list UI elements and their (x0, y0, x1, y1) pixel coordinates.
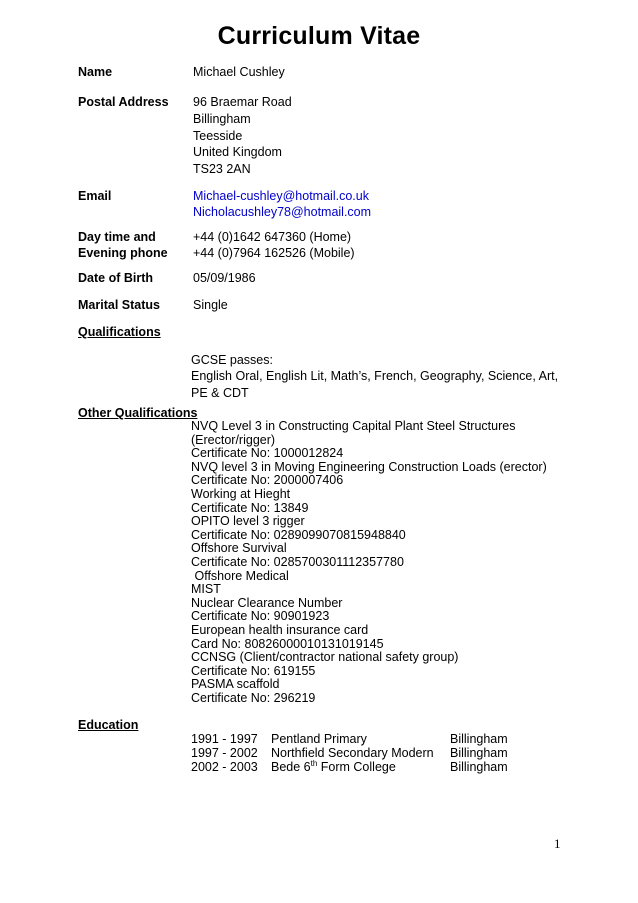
marital-value: Single (193, 298, 228, 312)
phone-block (193, 229, 355, 261)
school-name-suffix: Form College (317, 760, 396, 774)
education-heading: Education (78, 718, 139, 732)
qualification-line: Working at Hieght (191, 486, 291, 501)
education-school: Northfield Secondary Modern (271, 746, 434, 760)
ordinal-suffix: th (310, 758, 318, 768)
email-block (193, 188, 371, 220)
address-line: Teesside (193, 128, 243, 143)
phone-label-line: Evening phone (78, 246, 168, 260)
qualification-line: Offshore Survival (191, 541, 287, 556)
qualification-line: Offshore Medical (191, 568, 289, 583)
qualification-line: European health insurance card (191, 622, 369, 637)
name-text: Michael Cushley (193, 65, 285, 79)
education-years: 1997 - 2002 (191, 746, 258, 760)
education-years: 1991 - 1997 (191, 732, 258, 746)
phone-label-line: Day time and (78, 230, 156, 244)
dob-value: 05/09/1986 (193, 271, 256, 285)
education-years: 2002 - 2003 (191, 760, 258, 774)
qualification-line: CCNSG (Client/contractor national safety group) (191, 650, 459, 665)
qualification-line: PASMA scaffold (191, 677, 280, 692)
page-title: Curriculum Vitae (217, 22, 421, 50)
address-line: TS23 2AN (193, 162, 251, 177)
qualification-line: Certificate No: 13849 (191, 500, 309, 515)
postal-address-label: Postal Address (78, 95, 169, 109)
qualifications-heading: Qualifications (78, 325, 161, 339)
education-school: Pentland Primary (271, 732, 367, 746)
gcse-subjects: English Oral, English Lit, Math’s, French, Geography, Science, Art, PE & CDT (191, 369, 559, 400)
education-location: Billingham (450, 760, 508, 774)
other-qualifications-heading: Other Qualifications (78, 406, 198, 420)
dob-label: Date of Birth (78, 271, 153, 285)
marital-label: Marital Status (78, 298, 160, 312)
qualification-line: OPITO level 3 rigger (191, 514, 305, 529)
education-location: Billingham (450, 732, 508, 746)
school-name-prefix: Bede 6 (271, 760, 311, 774)
email-link[interactable]: Nicholacushley78@hotmail.com (193, 205, 372, 219)
qualification-line: Certificate No: 90901923 (191, 609, 330, 624)
education-school (271, 760, 396, 775)
postal-address-block (193, 94, 292, 178)
other-qualifications-list (191, 420, 547, 705)
qualification-line: Certificate No: 296219 (191, 690, 316, 705)
email-label: Email (78, 189, 112, 203)
address-line: Billingham (193, 111, 251, 126)
qualification-line: Certificate No: 1000012824 (191, 446, 344, 461)
qualification-line: Certificate No: 2000007406 (191, 473, 344, 488)
qualification-line: Certificate No: 0289099070815948840 (191, 527, 406, 542)
address-line: United Kingdom (193, 145, 282, 160)
phone-number: +44 (0)7964 162526 (Mobile) (193, 246, 355, 260)
qualification-line: MIST (191, 582, 221, 597)
qualification-line: Certificate No: 619155 (191, 663, 316, 678)
name-label: Name (78, 65, 113, 79)
gcse-title: GCSE passes: (191, 353, 273, 367)
education-location: Billingham (450, 746, 508, 760)
address-line: 96 Braemar Road (193, 95, 292, 109)
phone-label (78, 229, 168, 261)
qualification-line: Card No: 80826000010131019145 (191, 636, 384, 651)
phone-number: +44 (0)1642 647360 (Home) (193, 230, 352, 244)
gcse-block (191, 352, 571, 401)
qualification-line: Certificate No: 0285700301112357780 (191, 554, 404, 569)
qualification-line: NVQ Level 3 in Constructing Capital Plant Steel Structures (191, 419, 516, 433)
qualification-line: NVQ level 3 in Moving Engineering Construction Loads (erector) (191, 459, 547, 474)
qualification-line: (Erector/rigger) (191, 432, 276, 447)
qualification-line: Nuclear Clearance Number (191, 595, 343, 610)
page-number: 1 (554, 836, 561, 851)
name-value (193, 64, 285, 81)
email-link[interactable]: Michael-cushley@hotmail.co.uk (193, 189, 369, 203)
